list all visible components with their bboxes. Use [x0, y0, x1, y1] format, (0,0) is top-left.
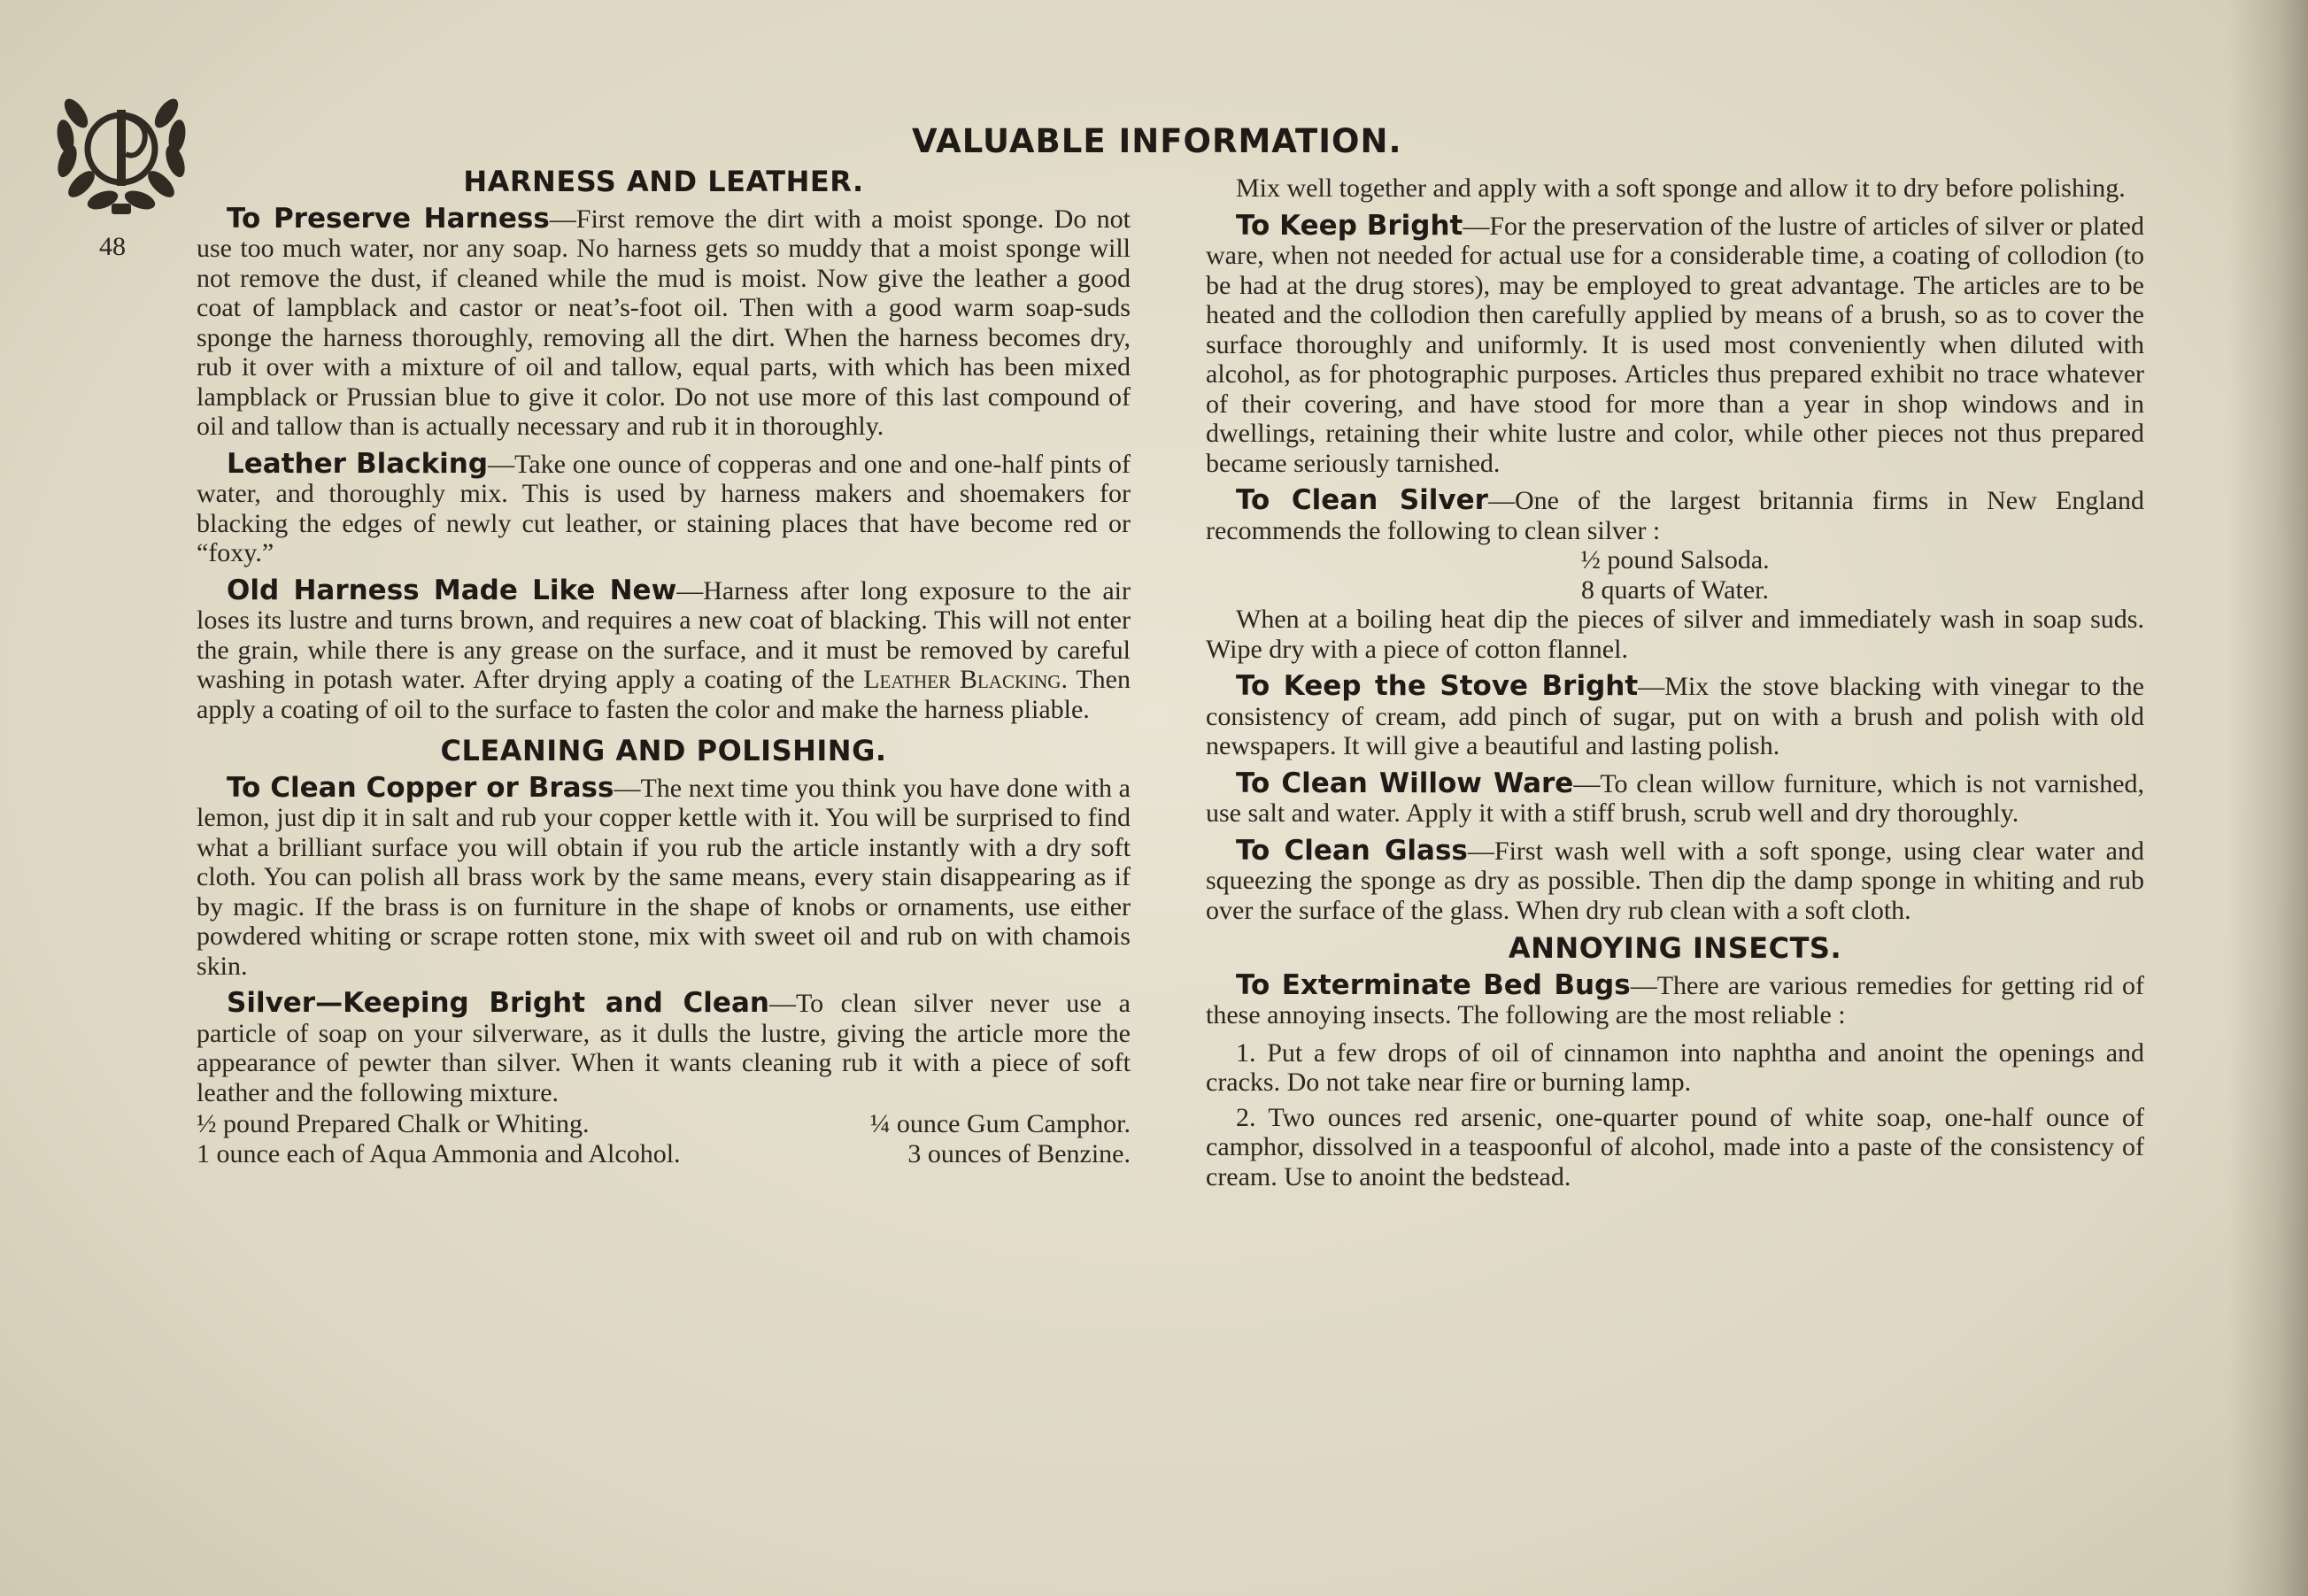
entry-title: To Clean Glass	[1236, 834, 1468, 867]
entry-title: To Keep Bright	[1236, 209, 1463, 242]
entry-body: —Take one ounce of copperas and one and one-half pints of water, and thoroughly mix. This is used by harness makers and shoemakers for blacking the edges of newly cut leather, or staining places that have become red or “foxy.”	[197, 449, 1131, 567]
entry-clean-silver	[1206, 486, 2144, 545]
entry-body: —One of the largest britannia firms in New England recommends the following to clean silver :	[1206, 486, 2145, 545]
entry-old-harness	[197, 576, 1131, 725]
entry-title: To Clean Silver	[1236, 484, 1488, 516]
entry-title: Leather Blacking	[227, 447, 489, 480]
page-number: 48	[99, 232, 126, 261]
entry-title: To Keep the Stove Bright	[1236, 670, 1639, 702]
entry-willow-ware	[1206, 769, 2144, 829]
left-column	[197, 164, 1131, 1168]
entry-title: To Exterminate Bed Bugs	[1236, 968, 1631, 1001]
entry-title: Silver—Keeping Bright and Clean	[227, 987, 769, 1019]
entry-body: —To clean willow furniture, which is not varnished, use salt and water. Apply it with a stiff brush, scrub well and dry thoroughly.	[1206, 768, 2145, 828]
recipe-line: ½ pound Salsoda.	[1580, 545, 1770, 574]
entry-body: —Harness after long exposure to the air loses its lustre and turns brown, and requires a new coat of blacking. This will not enter the grain, while there is any grease on the surface, and it must be removed by careful washing in potash water. After drying apply a coating of the	[197, 575, 1131, 694]
entry-body: —First remove the dirt with a moist sponge. Do not use too much water, nor any soap. No harness gets so muddy that a moist sponge will not remove the dust, if cleaned while the mud is moist. Now give the leather a good coat of lampblack and castor or neat’s-foot oil. Then with a good warm soap-suds sponge the harness thoroughly, removing all the dirt. When the harness becomes dry, rub it over with a mixture of oil and tallow, equal parts, with which has been mixed lampblack or Prussian blue to give it color. Do not use more of this last compound of oil and tallow than is actually necessary and rub it in thoroughly.	[197, 204, 1131, 441]
entry-title: To Preserve Harness	[227, 202, 550, 235]
entry-bed-bugs	[1206, 968, 2145, 1030]
mixture-line-2	[197, 1139, 1131, 1169]
remedy-item-2	[1206, 1103, 2144, 1192]
entry-silver-instructions: When at a boiling heat dip the pieces of silver and immediately wash in soap suds. Wipe dry with a piece of cotton flannel.	[1206, 605, 2144, 664]
entry-clean-glass	[1206, 834, 2144, 926]
cross-reference: Leather Blacking	[863, 665, 1061, 694]
entry-body: —First wash well with a soft sponge, using clear water and squeezing the sponge as dry as possible. Then dip the damp sponge in whiting and rub over the surface of the glass. When dry rub clean with a soft cloth.	[1206, 836, 2144, 925]
entry-preserve-harness	[197, 204, 1131, 442]
item-text: Two ounces red arsenic, one-quarter pound of white soap, one-half ounce of camphor, dissolved in a teaspoonful of alcohol, made into a paste of the consistency of cream. Use to anoint the bedstead.	[1206, 1102, 2144, 1191]
entry-title: To Clean Willow Ware	[1236, 767, 1574, 799]
entry-mix-note: Mix well together and apply with a soft sponge and allow it to dry before polishing.	[1236, 173, 2126, 203]
entry-body: —The next time you think you have done with a lemon, just dip it in salt and rub your copper kettle with it. You will be surprised to find what a brilliant surface you will obtain if you rub the article instantly with a dry soft cloth. You can polish all brass work by the same means, every stain disappearing as if by magic. If the brass is on furniture in the shape of knobs or ornaments, use either powdered whiting or scrape rotten stone, mix with sweet oil and rub on with chamois skin.	[197, 773, 1131, 981]
section-heading-cleaning: CLEANING AND POLISHING.	[440, 734, 887, 767]
page-title: VALUABLE INFORMATION.	[912, 122, 1402, 160]
entry-leather-blacking	[197, 447, 1131, 568]
recipe-line: 8 quarts of Water.	[1581, 574, 1769, 605]
right-column	[1206, 173, 2144, 1197]
entry-title: To Clean Copper or Brass	[227, 771, 614, 804]
mixture-ingredient: ½ pound Prepared Chalk or Whiting.	[197, 1109, 590, 1138]
entry-keep-bright	[1206, 209, 2144, 479]
entry-silver-keeping	[197, 989, 1131, 1107]
item-number: 2.	[1236, 1102, 1256, 1132]
entry-title: Old Harness Made Like New	[227, 574, 677, 606]
page-binding-shadow	[2228, 0, 2308, 1596]
entry-body-end: . Then apply a coating of oil to the surface to fasten the color and make the harness pliable.	[197, 665, 1131, 724]
entry-body: —For the preservation of the lustre of articles of silver or plated ware, when not needed for actual use for a considerable time, a coating of collodion (to be had at the drug stores), may be employed to great advantage. The articles are to be heated and the collodion then carefully applied by means of a brush, so as to cover the surface thoroughly and uniformly. It is used most conveniently when diluted with alcohol, as for photographic purposes. Articles thus prepared exhibit no trace whatever of their covering, and have stood for more than a year in shop windows and in dwellings, retaining their white lustre and color, while other pieces not thus prepared became seriously tarnished.	[1206, 211, 2144, 478]
laurel-wreath-monogram-icon	[46, 71, 197, 221]
entry-stove-bright	[1206, 672, 2144, 761]
entry-body: —Mix the stove blacking with vinegar to the consistency of cream, add pinch of sugar, put on with a brush and polish with old newspapers. It will give a beautiful and lasting polish.	[1206, 672, 2144, 760]
mixture-line-1	[197, 1109, 1131, 1139]
entry-body: —There are various remedies for getting rid of these annoying insects. The following are the most reliable :	[1206, 970, 2145, 1029]
item-text: Put a few drops of oil of cinnamon into naphtha and anoint the openings and cracks. Do not take near fire or burning lamp.	[1206, 1037, 2145, 1097]
mixture-ingredient: ¼ ounce Gum Camphor.	[869, 1109, 1131, 1138]
entry-copper-brass	[197, 771, 1131, 982]
item-number: 1.	[1236, 1037, 1256, 1068]
entry-body: —To clean silver never use a particle of soap on your silverware, as it dulls the lustre, giving the article more the appearance of pewter than silver. When it wants cleaning rub it with a piece of soft leather and the following mixture.	[197, 989, 1131, 1107]
remedy-item-1	[1206, 1038, 2144, 1098]
section-heading-harness: HARNESS AND LEATHER.	[463, 165, 864, 198]
mixture-ingredient: 1 ounce each of Aqua Ammonia and Alcohol.	[197, 1138, 681, 1168]
mixture-ingredient: 3 ounces of Benzine.	[907, 1138, 1131, 1168]
section-heading-insects: ANNOYING INSECTS.	[1508, 931, 1842, 965]
